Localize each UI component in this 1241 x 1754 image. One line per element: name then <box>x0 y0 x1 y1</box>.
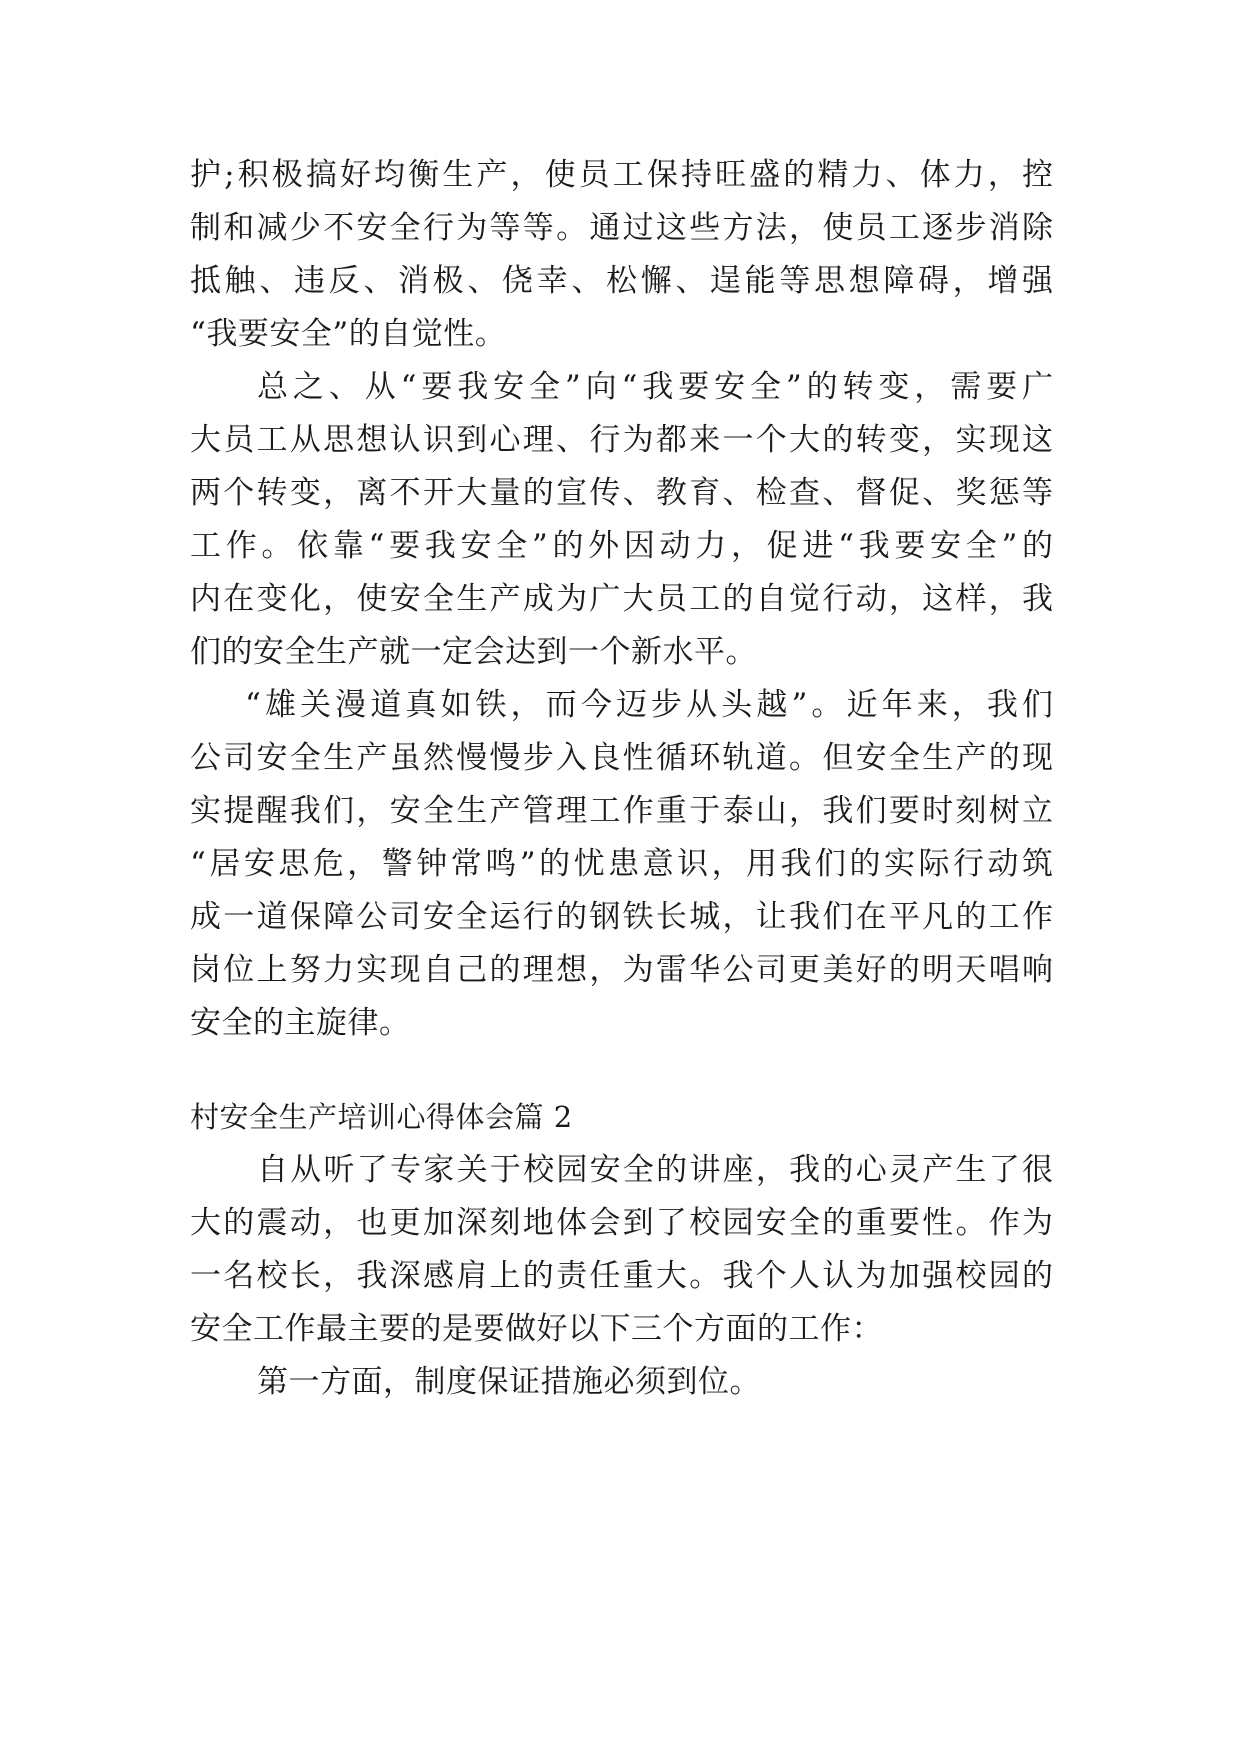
text-line: 内在变化，使安全生产成为广大员工的自觉行动，这样，我 <box>190 581 1053 617</box>
text-line: 实提醒我们，安全生产管理工作重于泰山，我们要时刻树立 <box>190 793 1053 829</box>
text-line: 公司安全生产虽然慢慢步入良性循环轨道。但安全生产的现 <box>190 740 1053 776</box>
text-line: 大的震动，也更加深刻地体会到了校园安全的重要性。作为 <box>190 1205 1053 1241</box>
text-line: 第一方面，制度保证措施必须到位。 <box>257 1364 761 1400</box>
text-line: 大员工从思想认识到心理、行为都来一个大的转变，实现这 <box>190 422 1053 458</box>
text-line: 们的安全生产就一定会达到一个新水平。 <box>190 634 757 670</box>
text-line: 两个转变，离不开大量的宣传、教育、检查、督促、奖惩等 <box>190 475 1053 511</box>
text-line: 总之、从“要我安全”向“我要安全”的转变，需要广 <box>257 369 1053 405</box>
text-line: 成一道保障公司安全运行的钢铁长城，让我们在平凡的工作 <box>190 899 1053 935</box>
text-line: 工作。依靠“要我安全”的外因动力，促进“我要安全”的 <box>190 528 1053 564</box>
text-line: 抵触、违反、消极、侥幸、松懈、逞能等思想障碍，增强 <box>190 263 1053 299</box>
text-line: 安全工作最主要的是要做好以下三个方面的工作： <box>190 1311 883 1347</box>
text-line: 自从听了专家关于校园安全的讲座，我的心灵产生了很 <box>257 1152 1053 1188</box>
text-line: “雄关漫道真如铁，而今迈步从头越”。近年来，我们 <box>245 687 1053 723</box>
text-line: “我要安全”的自觉性。 <box>190 316 507 352</box>
text-line: 一名校长，我深感肩上的责任重大。我个人认为加强校园的 <box>190 1258 1053 1294</box>
text-line: 安全的主旋律。 <box>190 1005 411 1041</box>
text-line: 岗位上努力实现自己的理想，为雷华公司更美好的明天唱响 <box>190 952 1053 988</box>
section-heading: 村安全生产培训心得体会篇 2 <box>190 1100 573 1134</box>
text-line: 制和减少不安全行为等等。通过这些方法，使员工逐步消除 <box>190 210 1053 246</box>
text-line: 护;积极搞好均衡生产，使员工保持旺盛的精力、体力，控 <box>190 157 1053 193</box>
text-line: “居安思危，警钟常鸣”的忧患意识，用我们的实际行动筑 <box>190 846 1053 882</box>
